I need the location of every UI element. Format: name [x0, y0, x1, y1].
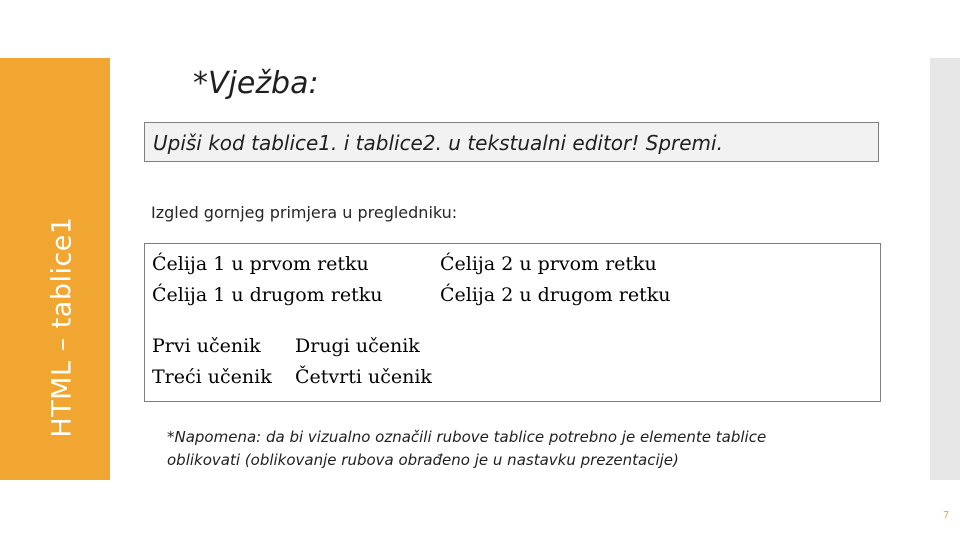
table-1-cell: Ćelija 2 u drugom retku — [440, 284, 671, 306]
footnote-line: oblikovati (oblikovanje rubova obrađeno je u nastavku prezentacije) — [167, 451, 679, 469]
right-accent-bar — [930, 58, 960, 480]
task-instruction-box: Upiši kod tablice1. i tablice2. u tekstualni editor! Spremi. — [144, 122, 879, 162]
preview-label: Izgled gornjeg primjera u pregledniku: — [151, 203, 458, 222]
table-2-cell: Četvrti učenik — [295, 366, 432, 388]
browser-preview-box — [144, 243, 881, 402]
table-1-cell: Ćelija 1 u prvom retku — [152, 253, 369, 275]
footnote — [167, 426, 887, 472]
footnote-line: *Napomena: da bi vizualno označili rubove tablice potrebno je elemente tablice — [167, 428, 767, 446]
sidebar-title: HTML – tablice1 — [46, 216, 78, 438]
table-2-cell: Drugi učenik — [295, 335, 420, 357]
table-1-cell: Ćelija 2 u prvom retku — [440, 253, 657, 275]
table-1-cell: Ćelija 1 u drugom retku — [152, 284, 383, 306]
page-number: 7 — [943, 510, 950, 521]
table-2-cell: Prvi učenik — [152, 335, 261, 357]
table-2-cell: Treći učenik — [152, 366, 272, 388]
sidebar-accent-bar — [0, 58, 110, 480]
slide-title: *Vježba: — [193, 66, 319, 101]
